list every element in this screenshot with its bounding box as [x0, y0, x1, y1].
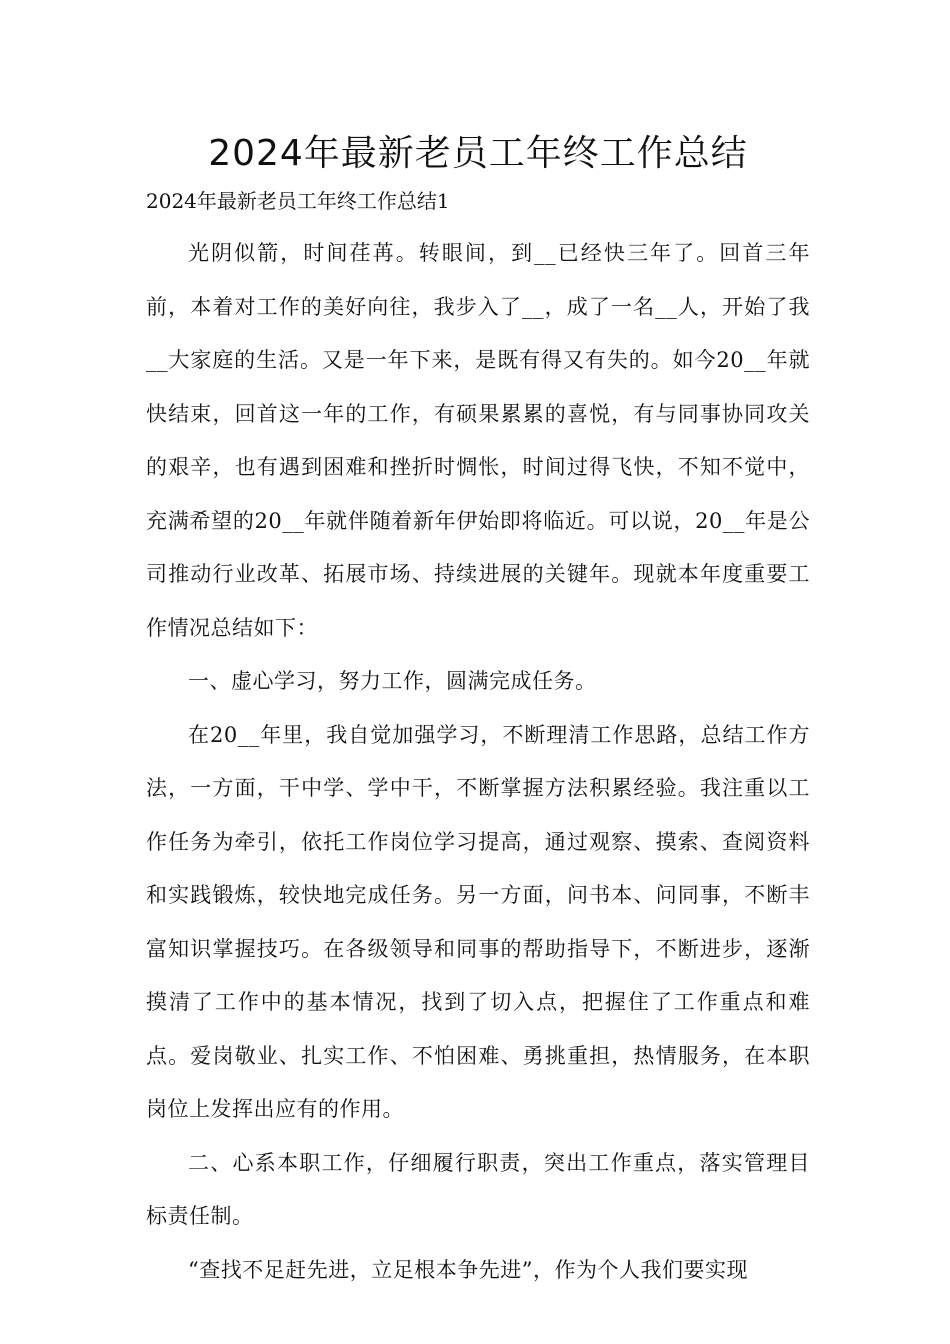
paragraph-section-1: 在20__年里，我自觉加强学习，不断理清工作思路，总结工作方法，一方面，干中学、学中干，不断掌握方法积累经验。我注重以工作任务为牵引，依托工作岗位学习提高，通过观察、摸索、查阅资料和实践锻炼，较快地完成任务。另一方面，问书本、问同事，不断丰富知识掌握技巧。在各级领导和同事的帮助指导下，不断进步，逐渐摸清了工作中的基本情况，找到了切入点，把握住了工作重点和难点。爱岗敬业、扎实工作、不怕困难、勇挑重担，热情服务，在本职岗位上发挥出应有的作用。 — [146, 722, 810, 1121]
document-subtitle: 2024年最新老员工年终工作总结1 — [146, 189, 450, 213]
document-title: 2024年最新老员工年终工作总结 — [208, 133, 748, 174]
paragraph-intro: 光阴似箭，时间荏苒。转眼间，到__已经快三年了。回首三年前，本着对工作的美好向往，我步入了__，成了一名__人，开始了我__大家庭的生活。又是一年下来，是既有得又有失的。如今20__年就快结束，回首这一年的工作，有硕果累累的喜悦，有与同事协同攻关的艰辛，也有遇到困难和挫折时惆怅，时间过得飞快，不知不觉中，充满希望的20__年就伴随着新年伊始即将临近。可以说，20__年是公司推动行业改革、拓展市场、持续进展的关键年。现就本年度重要工作情况总结如下： — [146, 241, 810, 640]
section-heading-2: 二、心系本职工作，仔细履行职责，突出工作重点，落实管理目标责任制。 — [146, 1150, 810, 1228]
section-heading-1: 一、虚心学习，努力工作，圆满完成任务。 — [188, 669, 597, 693]
paragraph-section-2: “查找不足赶先进，立足根本争先进”，作为个人我们要实现 — [188, 1257, 748, 1282]
document-body — [146, 227, 810, 1297]
